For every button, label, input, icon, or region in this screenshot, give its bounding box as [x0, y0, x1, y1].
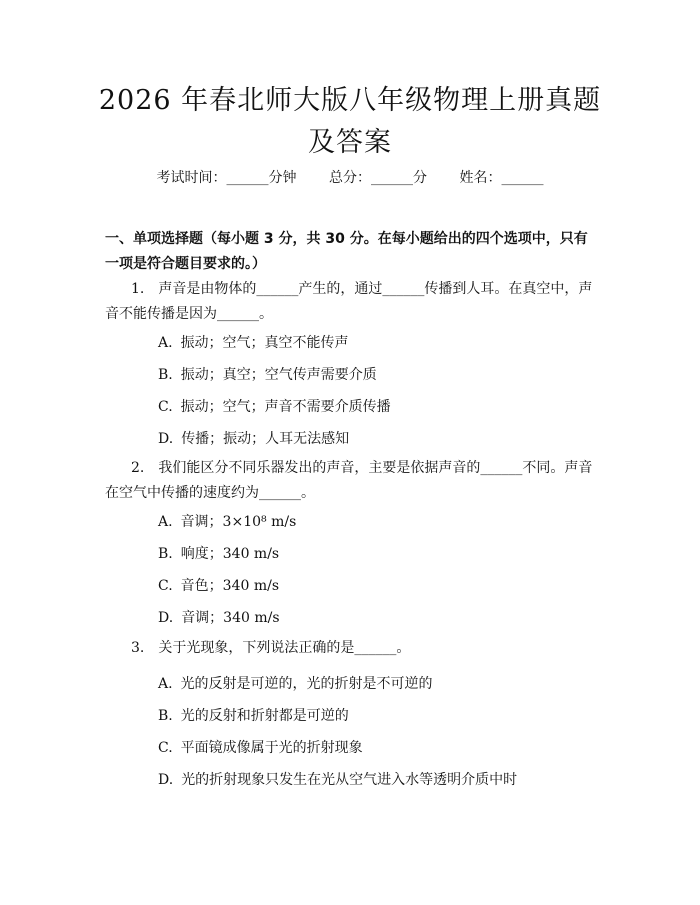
option-letter: A. [158, 335, 173, 351]
section-heading-single-choice: 一、单项选择题（每小题 3 分，共 30 分。在每小题给出的四个选项中，只有一项是符合题目要求的。） [105, 231, 588, 272]
option-letter: B. [158, 546, 173, 562]
question-stem [105, 277, 600, 327]
option-letter: C. [158, 740, 173, 756]
answer-option [158, 770, 517, 790]
total-score-field: 总分：______分 [329, 170, 427, 186]
answer-option [158, 738, 363, 758]
option-letter: D. [158, 610, 174, 626]
option-letter: D. [158, 431, 174, 447]
option-letter: A. [158, 676, 173, 692]
question-number: 1. [131, 281, 145, 297]
option-text: 光的反射是可逆的，光的折射是不可逆的 [180, 676, 433, 692]
exam-time-field: 考试时间：______分钟 [156, 170, 297, 186]
answer-option [158, 544, 279, 564]
option-text: 光的折射现象只发生在光从空气进入水等透明介质中时 [181, 772, 518, 788]
option-letter: B. [158, 367, 173, 383]
question-number: 2. [131, 460, 145, 476]
option-text: 振动；真空；空气传声需要介质 [180, 367, 377, 383]
option-letter: C. [158, 399, 173, 415]
question-stem [105, 636, 600, 661]
option-text: 平面镜成像属于光的折射现象 [180, 740, 363, 756]
option-text: 音色；340 m/s [180, 578, 280, 594]
answer-option [158, 608, 280, 628]
option-text: 音调；3×10⁸ m/s [180, 514, 297, 530]
answer-option [158, 397, 391, 417]
answer-option [158, 512, 296, 532]
answer-option [158, 333, 349, 353]
question-text: 关于光现象，下列说法正确的是______。 [158, 640, 411, 656]
option-letter: A. [158, 514, 173, 530]
option-text: 振动；空气；真空不能传声 [180, 335, 349, 351]
answer-option [158, 429, 349, 449]
option-text: 光的反射和折射都是可逆的 [180, 708, 349, 724]
exam-info-line [0, 168, 700, 188]
answer-option [158, 674, 433, 694]
option-letter: D. [158, 772, 174, 788]
answer-option [158, 706, 349, 726]
option-letter: C. [158, 578, 173, 594]
answer-option [158, 576, 279, 596]
document-title: 2026 年春北师大版八年级物理上册真题及答案 [98, 85, 602, 158]
option-letter: B. [158, 708, 173, 724]
question-text: 声音是由物体的______产生的，通过______传播到人耳。在真空中，声音不能传播是因为______。 [105, 281, 593, 322]
question-number: 3. [131, 640, 145, 656]
option-text: 响度；340 m/s [180, 546, 280, 562]
student-name-field: 姓名：______ [459, 170, 544, 186]
option-text: 振动；空气；声音不需要介质传播 [180, 399, 391, 415]
option-text: 传播；振动；人耳无法感知 [181, 431, 350, 447]
question-stem [105, 456, 600, 506]
answer-option [158, 365, 377, 385]
question-text: 我们能区分不同乐器发出的声音，主要是依据声音的______不同。声音在空气中传播的速度约为______。 [105, 460, 593, 501]
option-text: 音调；340 m/s [181, 610, 280, 626]
